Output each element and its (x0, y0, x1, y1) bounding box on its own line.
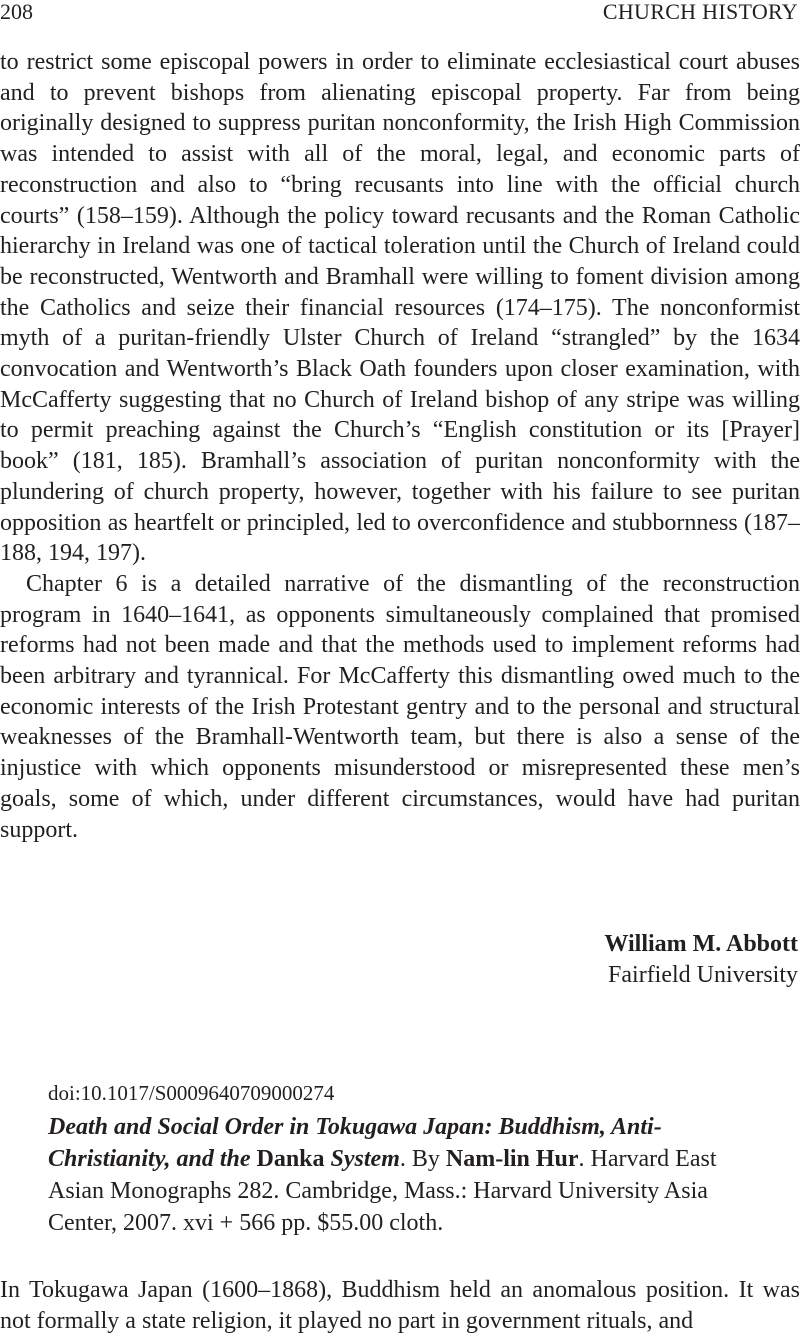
paragraph: Chapter 6 is a detailed narrative of the dismantling of the reconstruction program in 1640–1641, as opponents simultaneously complained that promised reforms had not been made and that the methods used to implement reforms had been arbitrary and tyrannical. For McCafferty this dismantling owed much to the economic interests of the Irish Protestant gentry and to the personal and structural weaknesses of the Bramhall-Wentworth team, but there is also a sense of the injustice with which opponents misunderstood or misrepresented these men’s goals, some of which, under different circumstances, would have had puritan support. (0, 570, 800, 843)
paragraph: to restrict some episcopal powers in order to eliminate ecclesiastical court abuses and to prevent bishops from alienating episcopal property. Far from being originally designed to suppress puritan nonconformity, the Irish High Commission was intended to assist with all of the moral, legal, and economic parts of reconstruction and also to “bring recusants into line with the official church courts” (158–159). Although the policy toward recusants and the Roman Catholic hierarchy in Ireland was one of tactical toleration until the Church of Ireland could be reconstructed, Wentworth and Bramhall were willing to foment division among the Catholics and seize their financial resources (174–175). The nonconformist myth of a puritan-friendly Ulster Church of Ireland “strangled” by the 1634 convocation and Wentworth’s Black Oath founders upon closer examination, with McCafferty suggesting that no Church of Ireland bishop of any stripe was willing to permit preaching against the Church’s “English constitution or its [Prayer] book” (181, 185). Bramhall’s association of puritan nonconformity with the plundering of church property, however, together with his failure to see puritan opposition as heartfelt or principled, led to overconfidence and stubbornness (187–188, 194, 197). (0, 49, 800, 567)
reviewer-signature (604, 929, 798, 990)
book-title-term: Danka (256, 1146, 325, 1172)
paragraph: In Tokugawa Japan (1600–1868), Buddhism held an anomalous position. It was not formally a state religion, it played no part in government rituals, and (0, 1277, 800, 1334)
running-head (0, 0, 800, 30)
reviewer-name: William M. Abbott (604, 931, 798, 957)
publication-info: . Harvard East Asian Monographs 282. Cambridge, Mass.: Harvard University Asia Center, 2007. xvi + 566 pp. $55.00 cloth. (48, 1146, 717, 1236)
book-citation (48, 1111, 764, 1239)
by-label: . By (399, 1146, 446, 1172)
review-body (0, 47, 800, 845)
doi: doi:10.1017/S0009640709000274 (48, 1081, 335, 1105)
next-review-body (0, 1275, 800, 1336)
book-title-end: System (324, 1146, 400, 1172)
reviewer-affiliation: Fairfield University (608, 961, 798, 988)
page-number: 208 (0, 0, 33, 24)
book-title: Death and Social Order in Tokugawa Japan: Buddhism, Anti-Christianity, and the (48, 1114, 662, 1172)
book-author: Nam-lin Hur (445, 1146, 579, 1172)
journal-title: CHURCH HISTORY (602, 0, 798, 24)
